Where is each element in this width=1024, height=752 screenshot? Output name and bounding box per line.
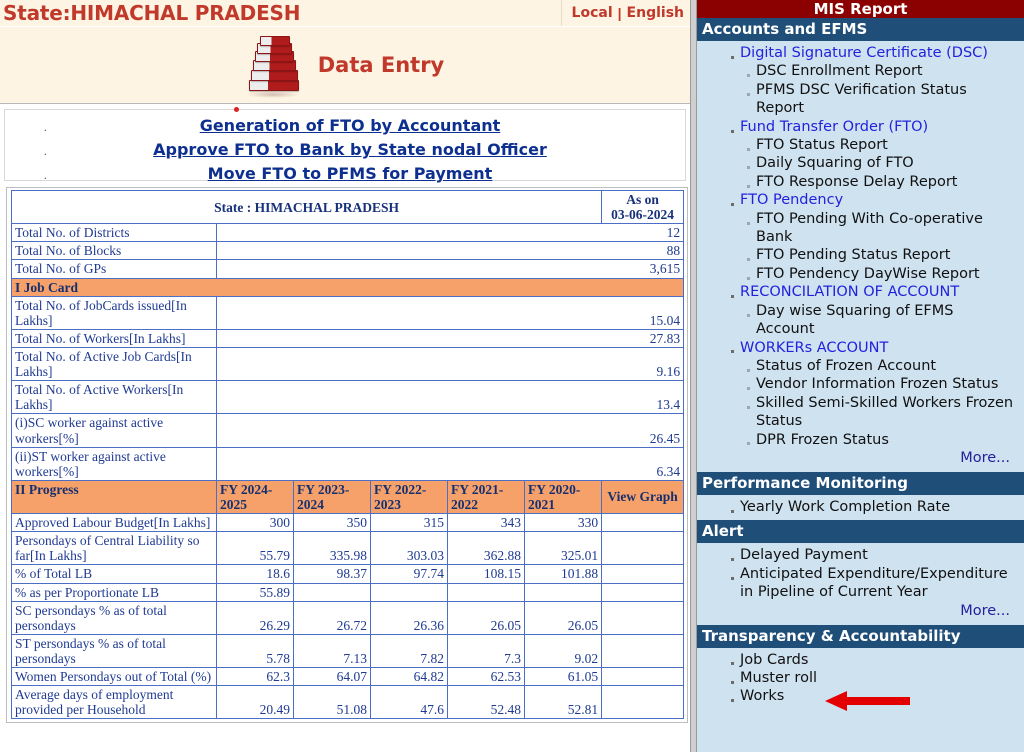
sidebar-subitem: [747, 136, 1016, 154]
row-value: 9.16: [217, 347, 684, 380]
sidebar-sublink[interactable]: Day wise Squaring of EFMS Account: [747, 302, 1016, 339]
fto-link-row: [5, 164, 685, 188]
sidebar-sublink[interactable]: DPR Frozen Status: [747, 431, 1016, 449]
row-label: Approved Labour Budget[In Lakhs]: [12, 514, 217, 532]
view-graph-cell[interactable]: [602, 532, 684, 565]
row-value: 62.3: [217, 668, 294, 686]
sidebar-link[interactable]: Works: [731, 687, 1016, 705]
table-row: [12, 601, 684, 634]
sidebar-subitem: [747, 173, 1016, 191]
as-on-date: 03-06-2024: [611, 207, 675, 223]
sidebar-group: [731, 339, 1016, 449]
sidebar-panel-body: [697, 41, 1024, 472]
row-label: Total No. of JobCards issued[In Lakhs]: [12, 296, 217, 329]
row-value: 26.72: [294, 601, 371, 634]
row-value: 52.81: [525, 686, 602, 719]
row-value: 20.49: [217, 686, 294, 719]
table-row: [12, 514, 684, 532]
sidebar-sublink[interactable]: FTO Response Delay Report: [747, 173, 1016, 191]
sidebar-sublink[interactable]: FTO Pending Status Report: [747, 246, 1016, 264]
table-row: [12, 565, 684, 583]
table-row: [12, 414, 684, 447]
table-title-row: [12, 191, 684, 224]
page-title: State:HIMACHAL PRADESH: [3, 1, 301, 25]
view-graph-cell[interactable]: [602, 601, 684, 634]
row-label: Total No. of Blocks: [12, 242, 217, 260]
row-label: ST persondays % as of total persondays: [12, 634, 217, 667]
view-graph-cell[interactable]: [602, 634, 684, 667]
sidebar-link[interactable]: RECONCILATION OF ACCOUNT: [731, 283, 1016, 301]
table-row: [12, 242, 684, 260]
table-row: [12, 686, 684, 719]
sidebar-link[interactable]: Job Cards: [731, 651, 1016, 669]
sidebar-sublink[interactable]: Vendor Information Frozen Status: [747, 375, 1016, 393]
sidebar-sublink[interactable]: FTO Status Report: [747, 136, 1016, 154]
row-value: 15.04: [217, 296, 684, 329]
sidebar-panel-body: [697, 543, 1024, 624]
language-local-link[interactable]: Local: [571, 5, 613, 21]
sidebar-subitem: [747, 265, 1016, 283]
row-value: 62.53: [448, 668, 525, 686]
sidebar-panel-heading: Alert: [697, 520, 1024, 543]
sidebar-link[interactable]: WORKERs ACCOUNT: [731, 339, 1016, 357]
row-value: 3,615: [217, 260, 684, 278]
row-label: Total No. of Workers[In Lakhs]: [12, 329, 217, 347]
table-row: [12, 668, 684, 686]
row-value: 61.05: [525, 668, 602, 686]
sidebar-subitem: [747, 394, 1016, 431]
sidebar-sublink[interactable]: Skilled Semi-Skilled Workers Frozen Status: [747, 394, 1016, 431]
sidebar-subitem: [747, 431, 1016, 449]
row-value: 26.29: [217, 601, 294, 634]
state-statistics-table: [11, 190, 684, 719]
row-value: 64.82: [371, 668, 448, 686]
section-progress-header: II Progress: [12, 480, 217, 513]
row-label: % of Total LB: [12, 565, 217, 583]
row-value: [525, 583, 602, 601]
state-header-bar: [0, 0, 690, 27]
row-value: 13.4: [217, 381, 684, 414]
row-label: % as per Proportionate LB: [12, 583, 217, 601]
table-row: [12, 634, 684, 667]
row-value: 26.36: [371, 601, 448, 634]
new-indicator-dot: [234, 107, 239, 112]
sidebar-link[interactable]: Digital Signature Certificate (DSC): [731, 44, 1016, 62]
row-value: 97.74: [371, 565, 448, 583]
sidebar-panel-body: [697, 648, 1024, 710]
row-value: 7.82: [371, 634, 448, 667]
table-row: [12, 224, 684, 242]
fy-column-header: FY 2022-2023: [371, 480, 448, 513]
view-graph-cell[interactable]: [602, 686, 684, 719]
sidebar-subitem: [747, 210, 1016, 247]
table-row: [12, 447, 684, 480]
row-label: Average days of employment provided per Household: [12, 686, 217, 719]
row-value: 52.48: [448, 686, 525, 719]
sidebar-link[interactable]: Delayed Payment: [731, 546, 1016, 564]
fto-link-row: [5, 140, 685, 164]
fy-column-header: FY 2020-2021: [525, 480, 602, 513]
row-label: Total No. of GPs: [12, 260, 217, 278]
state-table-title: State : HIMACHAL PRADESH: [12, 191, 602, 224]
row-value: 7.3: [448, 634, 525, 667]
fy-column-header: FY 2023-2024: [294, 480, 371, 513]
view-graph-header[interactable]: View Graph: [602, 480, 684, 513]
row-value: 101.88: [525, 565, 602, 583]
sidebar-subitem: [747, 62, 1016, 80]
statistics-table-container: [6, 187, 688, 723]
column-divider: [690, 0, 697, 752]
row-value: 26.05: [448, 601, 525, 634]
sidebar-subitem: [747, 154, 1016, 172]
row-label: Total No. of Districts: [12, 224, 217, 242]
bullet-marker: .: [43, 120, 47, 134]
sidebar-group: [731, 44, 1016, 118]
sidebar-sublink[interactable]: FTO Pendency DayWise Report: [747, 265, 1016, 283]
sidebar-panel-heading: Accounts and EFMS: [697, 18, 1024, 41]
row-value: 98.37: [294, 565, 371, 583]
row-value: [448, 583, 525, 601]
table-row: [12, 381, 684, 414]
sidebar-sublink[interactable]: PFMS DSC Verification Status Report: [747, 81, 1016, 118]
binder-stack-icon: [246, 32, 300, 98]
row-value: 315: [371, 514, 448, 532]
row-value: 300: [217, 514, 294, 532]
sidebar-link[interactable]: FTO Pendency: [731, 191, 1016, 209]
sidebar-subitem: [747, 375, 1016, 393]
fy-column-header: FY 2021-2022: [448, 480, 525, 513]
view-graph-cell[interactable]: [602, 583, 684, 601]
row-label: SC persondays % as of total persondays: [12, 601, 217, 634]
row-value: 18.6: [217, 565, 294, 583]
row-value: 27.83: [217, 329, 684, 347]
row-value: 47.6: [371, 686, 448, 719]
language-english-link[interactable]: English: [626, 5, 684, 21]
bullet-marker: .: [43, 168, 47, 182]
fto-generation-link[interactable]: Generation of FTO by Accountant: [199, 116, 501, 135]
row-value: 26.45: [217, 414, 684, 447]
data-entry-banner: [0, 27, 690, 104]
row-value: 5.78: [217, 634, 294, 667]
view-graph-cell[interactable]: [602, 514, 684, 532]
bullet-marker: .: [43, 144, 47, 158]
row-label: Persondays of Central Liability so far[In Lakhs]: [12, 532, 217, 565]
row-value: 26.05: [525, 601, 602, 634]
sidebar-panel-heading: Performance Monitoring: [697, 472, 1024, 495]
row-value: 9.02: [525, 634, 602, 667]
table-row: [12, 296, 684, 329]
sidebar-group: [731, 283, 1016, 338]
fto-links-panel: [4, 109, 686, 181]
sidebar-subitem: [747, 302, 1016, 339]
row-value: 88: [217, 242, 684, 260]
row-label: Women Persondays out of Total (%): [12, 668, 217, 686]
row-label: (i)SC worker against active workers[%]: [12, 414, 217, 447]
row-value: 362.88: [448, 532, 525, 565]
section-header-row: [12, 278, 684, 296]
mis-report-sidebar: [697, 0, 1024, 752]
table-row: [12, 532, 684, 565]
row-label: (ii)ST worker against active workers[%]: [12, 447, 217, 480]
as-on-label: As on: [626, 192, 659, 207]
view-graph-cell[interactable]: [602, 668, 684, 686]
row-value: 6.34: [217, 447, 684, 480]
sidebar-sublink[interactable]: DSC Enrollment Report: [747, 62, 1016, 80]
sidebar-panel-body: [697, 495, 1024, 520]
sidebar-sublink[interactable]: Status of Frozen Account: [747, 357, 1016, 375]
sidebar-link[interactable]: Muster roll: [731, 669, 1016, 687]
table-row: [12, 260, 684, 278]
language-separator: |: [617, 5, 622, 21]
sidebar-sublink[interactable]: FTO Pending With Co-operative Bank: [747, 210, 1016, 247]
row-value: 55.89: [217, 583, 294, 601]
table-row: [12, 329, 684, 347]
mis-report-title: MIS Report: [697, 0, 1024, 18]
sidebar-subitem: [747, 246, 1016, 264]
row-value: 12: [217, 224, 684, 242]
sidebar-link[interactable]: Yearly Work Completion Rate: [731, 498, 1016, 516]
data-entry-title: Data Entry: [317, 53, 445, 77]
section-jobcard-header: I Job Card: [12, 278, 684, 296]
sidebar-sublink[interactable]: Daily Squaring of FTO: [747, 154, 1016, 172]
sidebar-group: [731, 191, 1016, 283]
sidebar-group: [731, 687, 1016, 705]
view-graph-cell[interactable]: [602, 565, 684, 583]
fy-column-header: FY 2024-2025: [217, 480, 294, 513]
sidebar-group: [731, 669, 1016, 687]
fto-move-pfms-link[interactable]: Move FTO to PFMS for Payment: [207, 164, 493, 183]
sidebar-more-link[interactable]: More...: [960, 602, 1010, 619]
fto-link-row: [5, 116, 685, 140]
row-value: 55.79: [217, 532, 294, 565]
sidebar-group: [731, 546, 1016, 564]
sidebar-link[interactable]: Anticipated Expenditure/Expenditure in Pipeline of Current Year: [731, 565, 1016, 602]
sidebar-group: [731, 118, 1016, 192]
fto-approve-link[interactable]: Approve FTO to Bank by State nodal Officer: [153, 140, 547, 159]
row-value: 343: [448, 514, 525, 532]
row-value: 51.08: [294, 686, 371, 719]
row-label: Total No. of Active Job Cards[In Lakhs]: [12, 347, 217, 380]
row-value: 325.01: [525, 532, 602, 565]
sidebar-group: [731, 498, 1016, 516]
progress-header-row: [12, 480, 684, 513]
sidebar-group: [731, 651, 1016, 669]
row-label: Total No. of Active Workers[In Lakhs]: [12, 381, 217, 414]
table-row: [12, 347, 684, 380]
row-value: 303.03: [371, 532, 448, 565]
sidebar-group: [731, 565, 1016, 602]
row-value: 335.98: [294, 532, 371, 565]
row-value: 64.07: [294, 668, 371, 686]
sidebar-subitem: [747, 357, 1016, 375]
row-value: 350: [294, 514, 371, 532]
row-value: [371, 583, 448, 601]
row-value: 7.13: [294, 634, 371, 667]
as-on-header: [602, 191, 684, 224]
sidebar-more-link[interactable]: More...: [960, 449, 1010, 466]
row-value: [294, 583, 371, 601]
table-row: [12, 583, 684, 601]
sidebar-link[interactable]: Fund Transfer Order (FTO): [731, 118, 1016, 136]
sidebar-subitem: [747, 81, 1016, 118]
row-value: 330: [525, 514, 602, 532]
sidebar-panel-heading: Transparency & Accountability: [697, 625, 1024, 648]
language-switcher: [561, 0, 690, 26]
row-value: 108.15: [448, 565, 525, 583]
